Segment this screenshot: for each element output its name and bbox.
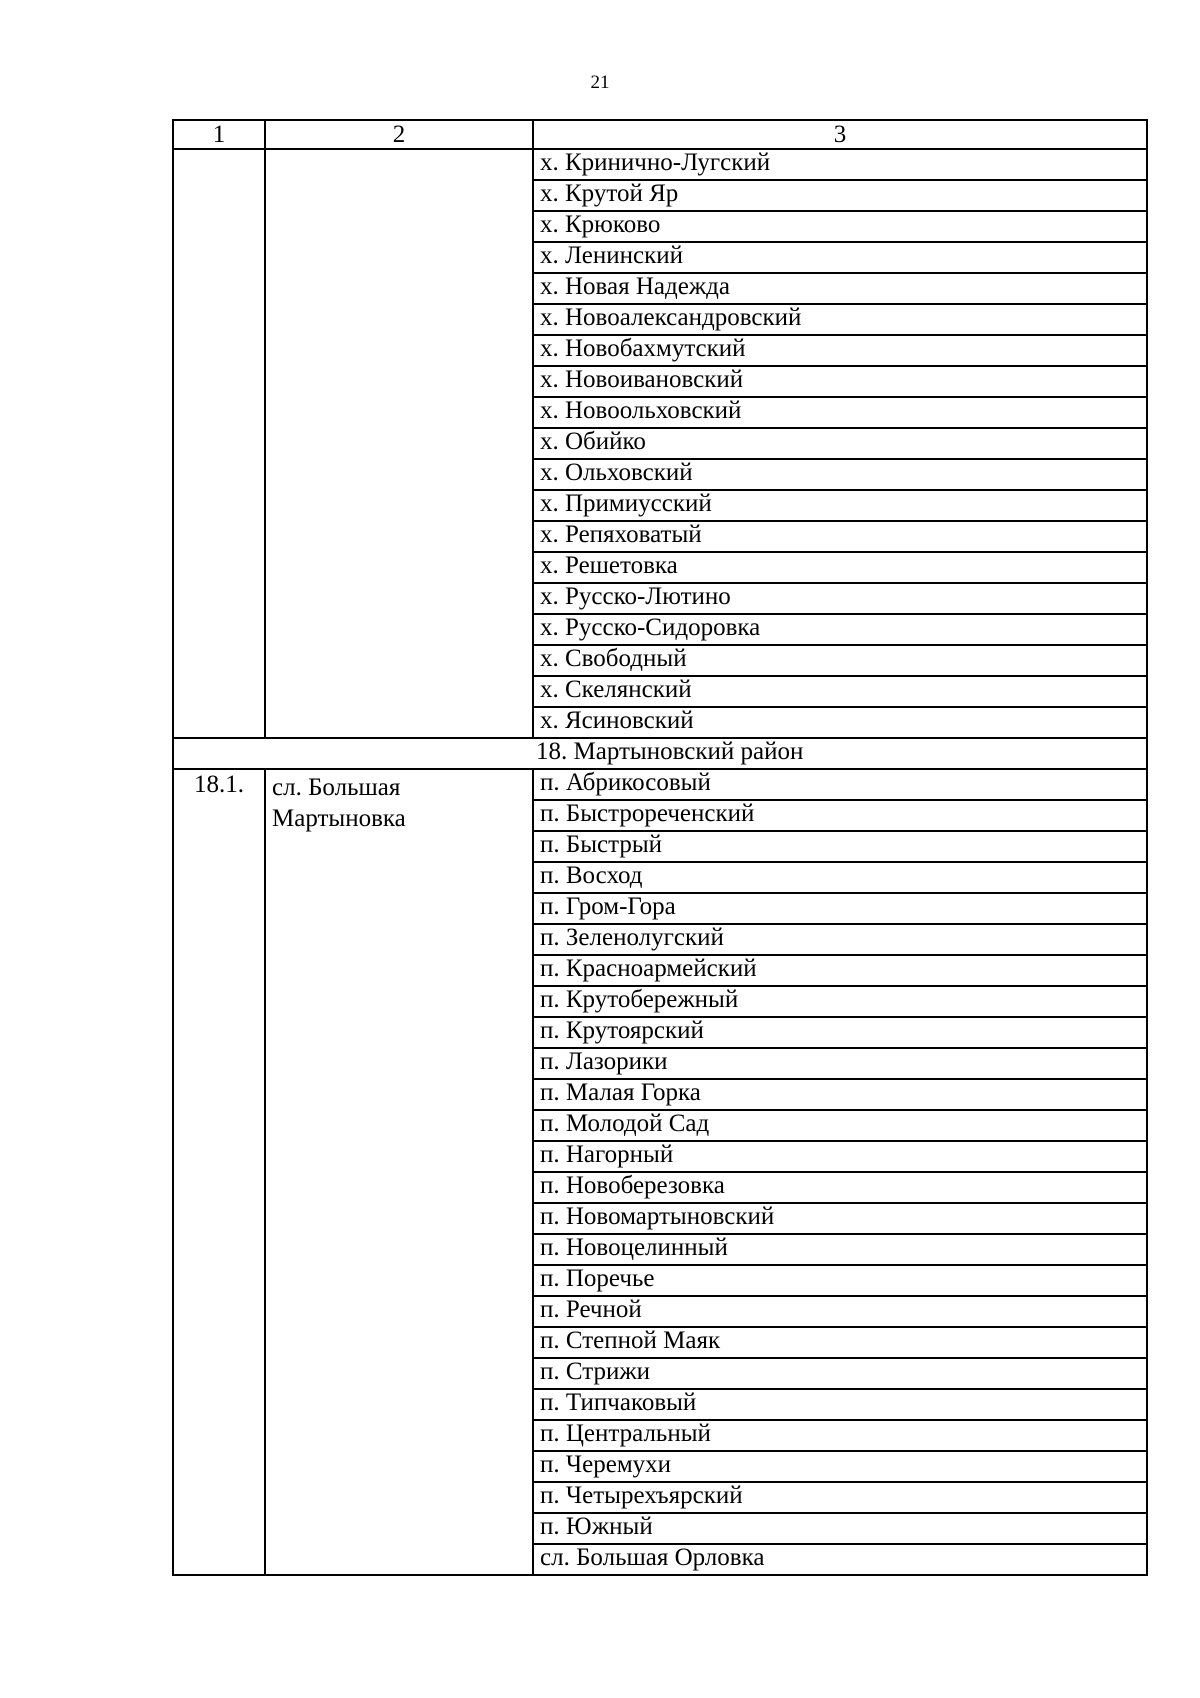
place-cell: х. Новоольховский: [533, 397, 1147, 428]
place-cell: п. Крутобережный: [533, 986, 1147, 1017]
place-cell: х. Новоивановский: [533, 366, 1147, 397]
place-cell: х. Ясиновский: [533, 707, 1147, 738]
place-cell: п. Зеленолугский: [533, 924, 1147, 955]
place-cell: х. Решетовка: [533, 552, 1147, 583]
place-cell: п. Лазорики: [533, 1048, 1147, 1079]
settlement-name-line-1: сл. Большая: [272, 774, 401, 801]
place-cell: п. Гром-Гора: [533, 893, 1147, 924]
number-cell-empty: [173, 149, 265, 738]
place-cell: п. Степной Маяк: [533, 1327, 1147, 1358]
page-number: 21: [590, 72, 610, 93]
place-cell: п. Быстрореченский: [533, 800, 1147, 831]
place-cell: х. Кринично-Лугский: [533, 149, 1147, 180]
place-cell: х. Ольховский: [533, 459, 1147, 490]
place-cell: х. Скелянский: [533, 676, 1147, 707]
place-cell: х. Крюково: [533, 211, 1147, 242]
place-cell: п. Красноармейский: [533, 955, 1147, 986]
place-cell: п. Быстрый: [533, 831, 1147, 862]
place-cell: п. Четырехъярский: [533, 1482, 1147, 1513]
place-cell: п. Новомартыновский: [533, 1203, 1147, 1234]
place-cell: х. Крутой Яр: [533, 180, 1147, 211]
table-row: [173, 149, 1147, 180]
header-col-1: 1: [173, 120, 265, 149]
place-cell: п. Малая Горка: [533, 1079, 1147, 1110]
section-row: [173, 738, 1147, 769]
place-cell: х. Новобахмутский: [533, 335, 1147, 366]
header-col-3: 3: [533, 120, 1147, 149]
entry-number: 18.1.: [173, 769, 265, 1575]
place-cell: х. Новоалександровский: [533, 304, 1147, 335]
place-cell: сл. Большая Орловка: [533, 1544, 1147, 1575]
place-cell: п. Южный: [533, 1513, 1147, 1544]
place-cell: х. Новая Надежда: [533, 273, 1147, 304]
place-cell: п. Типчаковый: [533, 1389, 1147, 1420]
header-col-2: 2: [265, 120, 533, 149]
settlements-table: [172, 119, 1148, 1576]
table-header-row: [173, 120, 1147, 149]
place-cell: х. Русско-Лютино: [533, 583, 1147, 614]
place-cell: п. Поречье: [533, 1265, 1147, 1296]
place-cell: п. Новоцелинный: [533, 1234, 1147, 1265]
place-cell: х. Репяховатый: [533, 521, 1147, 552]
place-cell: п. Черемухи: [533, 1451, 1147, 1482]
entry-settlement: [265, 769, 533, 1575]
place-cell: п. Нагорный: [533, 1141, 1147, 1172]
place-cell: п. Стрижи: [533, 1358, 1147, 1389]
place-cell: п. Центральный: [533, 1420, 1147, 1451]
place-cell: п. Молодой Сад: [533, 1110, 1147, 1141]
section-title: 18. Мартыновский район: [173, 738, 1147, 769]
place-cell: п. Абрикосовый: [533, 769, 1147, 800]
place-cell: п. Новоберезовка: [533, 1172, 1147, 1203]
settlement-name-line-2: Мартыновка: [272, 805, 406, 832]
place-cell: п. Речной: [533, 1296, 1147, 1327]
place-cell: х. Обийко: [533, 428, 1147, 459]
place-cell: х. Русско-Сидоровка: [533, 614, 1147, 645]
place-cell: х. Примиусский: [533, 490, 1147, 521]
table-row: [173, 769, 1147, 800]
place-cell: п. Крутоярский: [533, 1017, 1147, 1048]
settlement-cell-empty: [265, 149, 533, 738]
place-cell: х. Ленинский: [533, 242, 1147, 273]
place-cell: х. Свободный: [533, 645, 1147, 676]
place-cell: п. Восход: [533, 862, 1147, 893]
